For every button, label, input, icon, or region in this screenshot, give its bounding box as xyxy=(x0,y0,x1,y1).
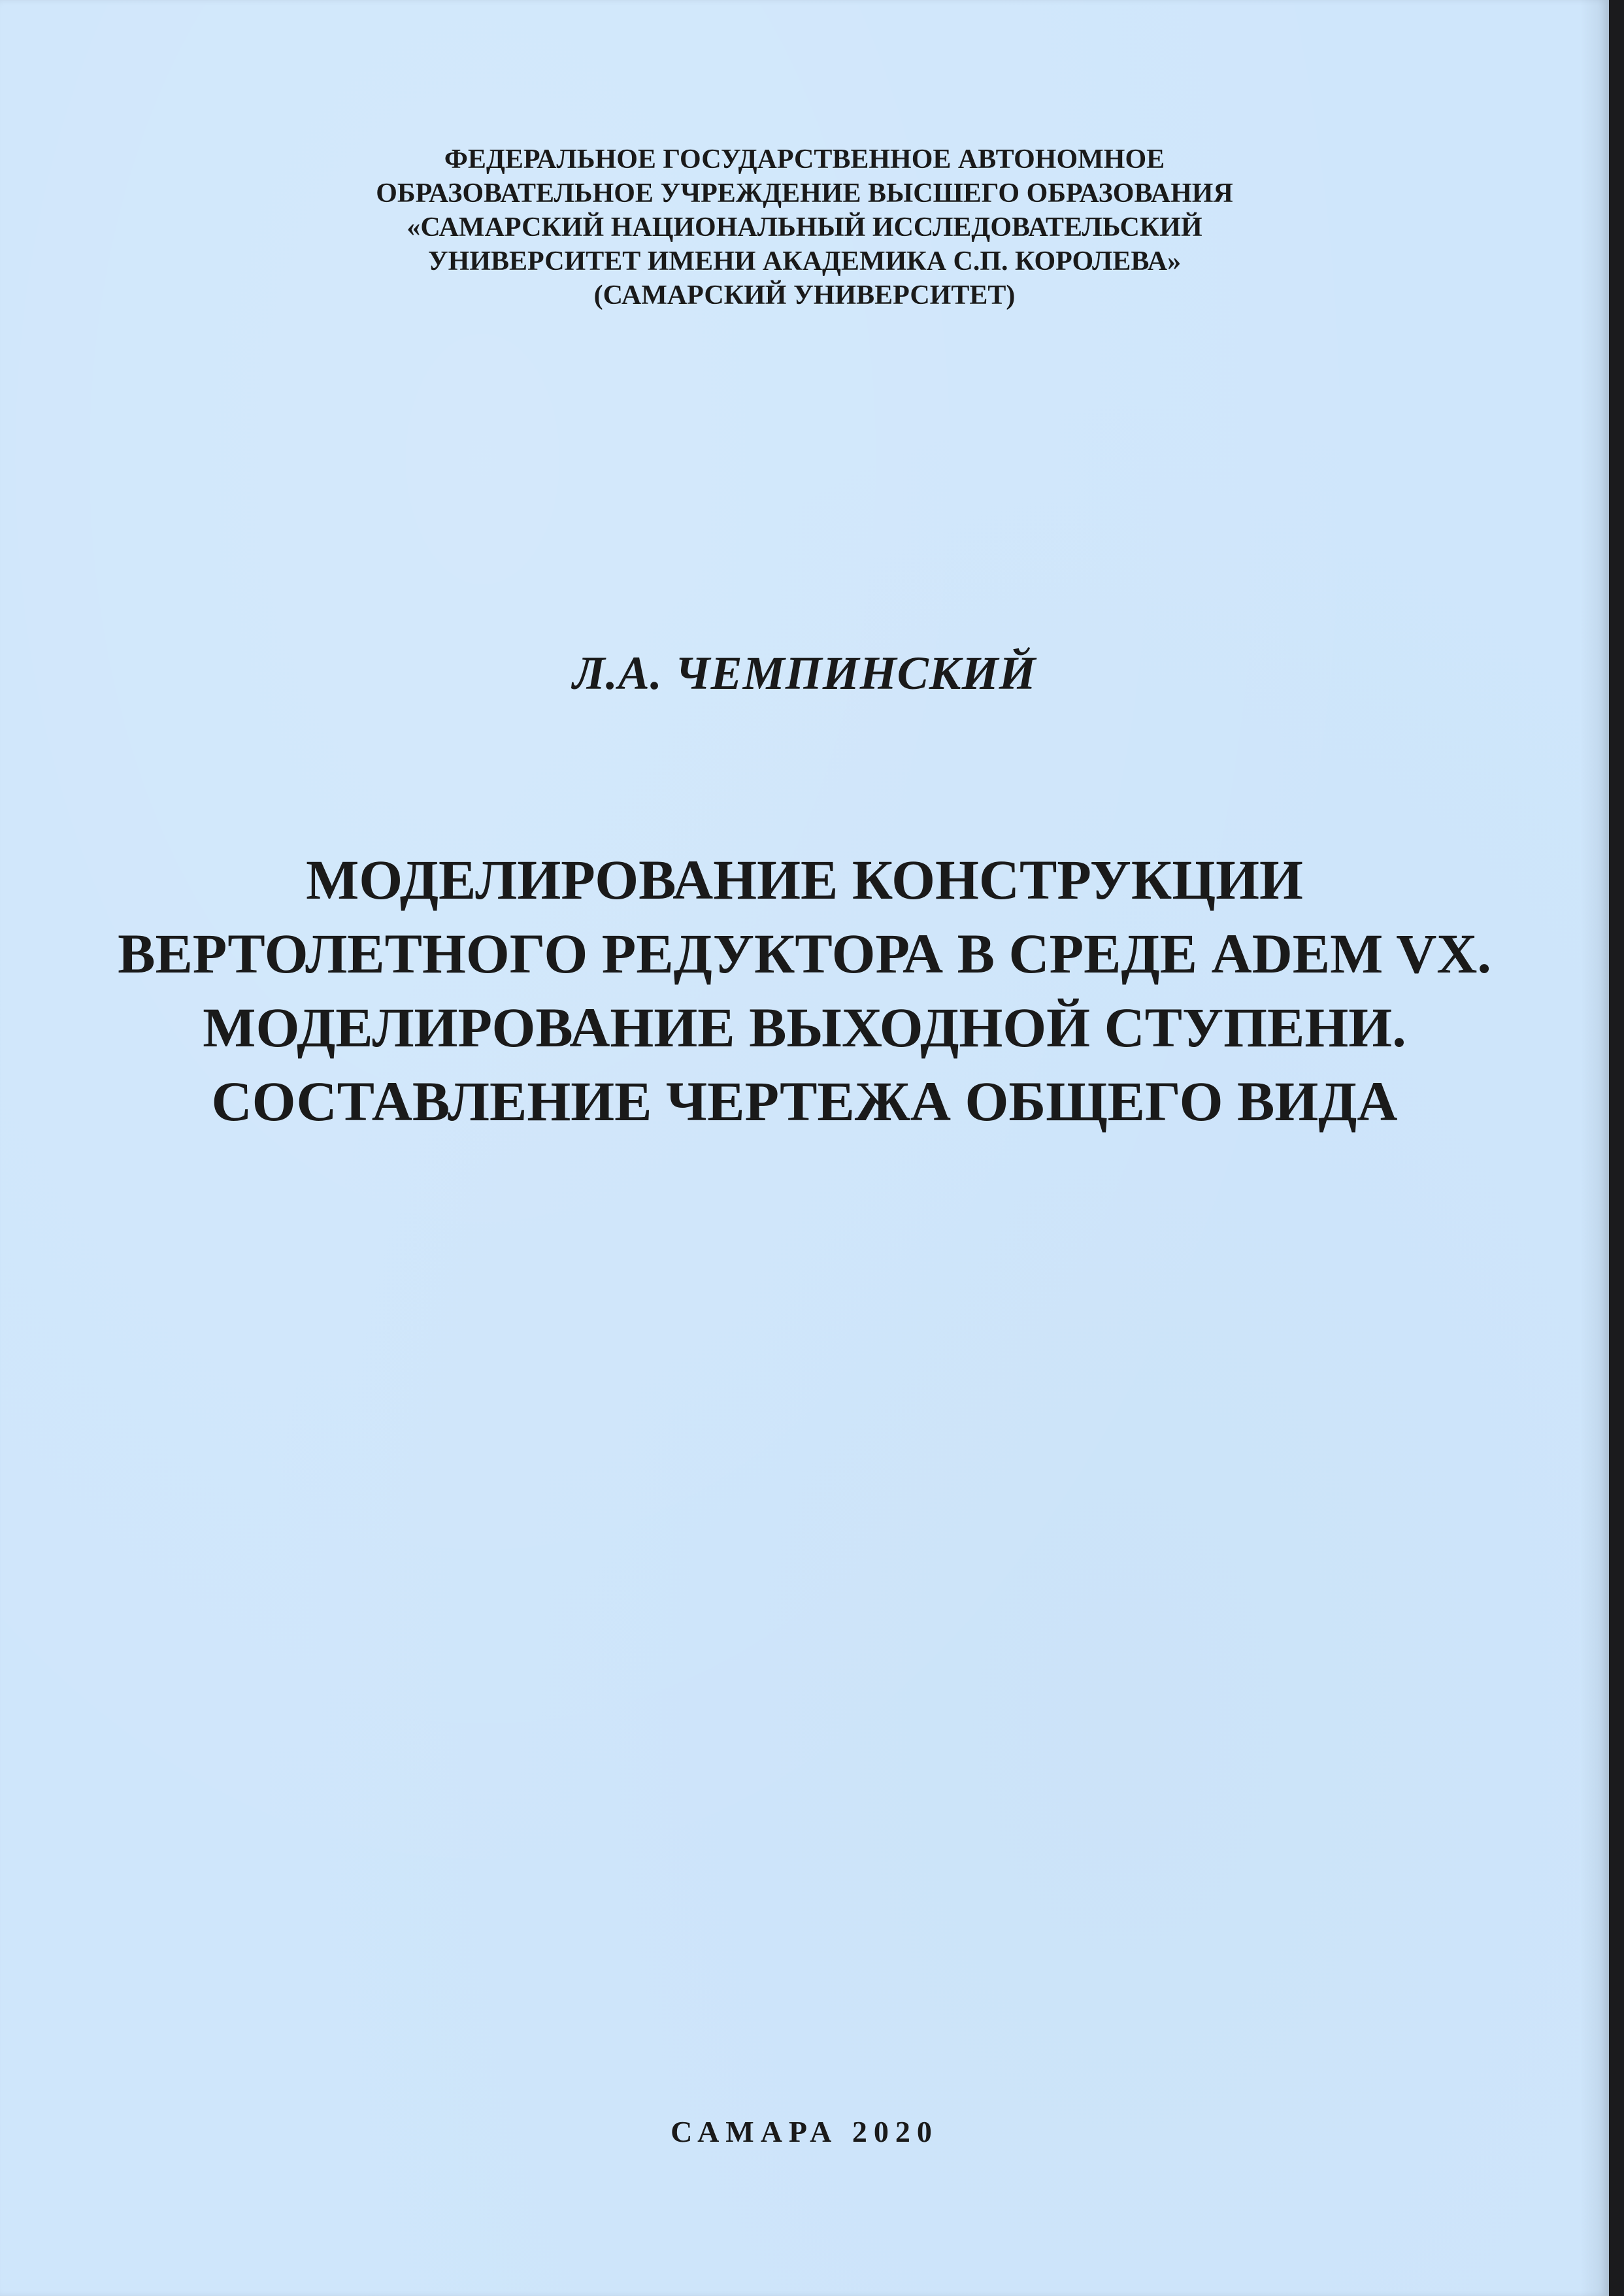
title-line: СОСТАВЛЕНИЕ ЧЕРТЕЖА ОБЩЕГО ВИДА xyxy=(211,1070,1398,1133)
cover-edge-shadow xyxy=(1580,0,1609,2296)
author-name: Л.А. ЧЕМПИНСКИЙ xyxy=(572,647,1036,699)
book-title xyxy=(0,843,1609,1139)
title-line: ВЕРТОЛЕТНОГО РЕДУКТОРА В СРЕДЕ ADEM VX. xyxy=(118,922,1491,985)
title-line: МОДЕЛИРОВАНИЕ ВЫХОДНОЙ СТУПЕНИ. xyxy=(203,996,1406,1059)
imprint-city-year: САМАРА 2020 xyxy=(671,2115,938,2148)
organization-line: ОБРАЗОВАТЕЛЬНОЕ УЧРЕЖДЕНИЕ ВЫСШЕГО ОБРАЗОВАНИЯ xyxy=(376,178,1233,208)
organization-line: ФЕДЕРАЛЬНОЕ ГОСУДАРСТВЕННОЕ АВТОНОМНОЕ xyxy=(444,144,1165,175)
organization-line: УНИВЕРСИТЕТ ИМЕНИ АКАДЕМИКА С.П. КОРОЛЕВА» xyxy=(427,246,1182,276)
organization-line: (САМАРСКИЙ УНИВЕРСИТЕТ) xyxy=(593,280,1016,310)
title-line: МОДЕЛИРОВАНИЕ КОНСТРУКЦИИ xyxy=(306,848,1303,911)
organization-header xyxy=(0,142,1609,312)
organization-line: «САМАРСКИЙ НАЦИОНАЛЬНЫЙ ИССЛЕДОВАТЕЛЬСКИЙ xyxy=(406,212,1202,242)
